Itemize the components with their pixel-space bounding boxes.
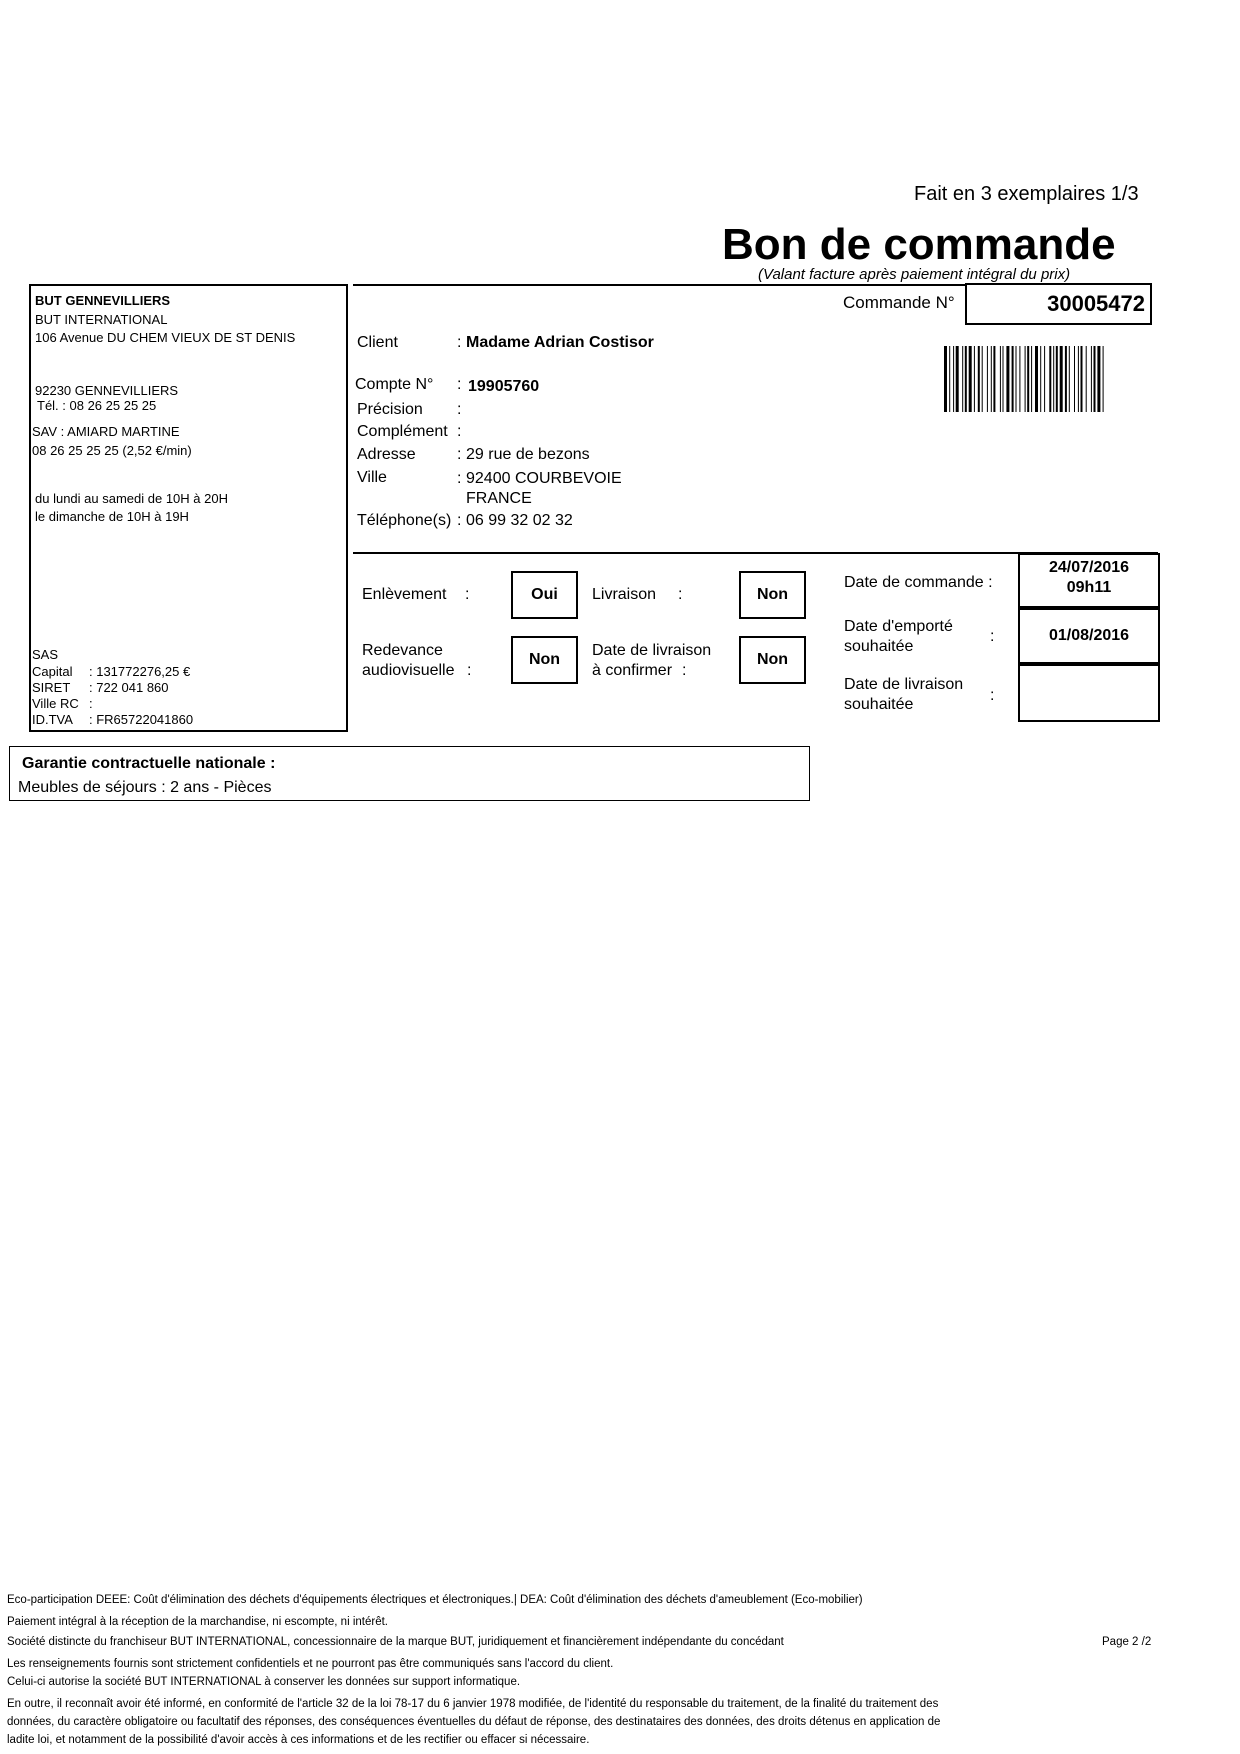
footer-law-2: données, du caractère obligatoire ou facultatif des réponses, des conséquences éventuelles du défaut de réponse, des destinataires des données, des droits détenus en application de <box>7 1716 941 1728</box>
delivery-colon: : <box>678 586 683 603</box>
pickup-colon: : <box>465 586 470 603</box>
precision-label: Précision <box>357 401 423 418</box>
confirm-label-2: à confirmer <box>592 662 673 679</box>
document-subtitle: (Valant facture après paiement intégral du prix) <box>758 266 1071 283</box>
order-date-label: Date de commande : <box>844 574 993 591</box>
store-company: BUT INTERNATIONAL <box>35 312 168 327</box>
delivery-value: Non <box>739 571 806 619</box>
address-colon: : <box>457 446 462 463</box>
siret-label: SIRET <box>32 680 71 695</box>
tva-value: : FR65722041860 <box>89 712 194 727</box>
barcode <box>944 346 1149 412</box>
client-top-rule <box>353 284 967 286</box>
rc-value: : <box>89 696 93 711</box>
phone-value: 06 99 32 02 32 <box>466 512 573 529</box>
delivery-date-colon: : <box>990 687 995 704</box>
tva-label: ID.TVA <box>32 712 73 727</box>
account-colon: : <box>457 376 462 393</box>
delivery-date-label-2: souhaitée <box>844 696 914 713</box>
footer-privacy-2: Celui-ci autorise la société BUT INTERNATIONAL à conserver les données sur support informatique. <box>7 1676 521 1688</box>
footer-law-1: En outre, il reconnaît avoir été informé, en conformité de l'article 32 de la loi 78-17 du 6 janvier 1978 modifiée, de l'identité du responsable du traitement, de la finalité du traitement des <box>7 1698 939 1710</box>
pickup-date-label-2: souhaitée <box>844 638 914 655</box>
footer-law-3: ladite loi, et notamment de la possibilité d'avoir accès à ces informations et de les rectifier ou effacer si nécessaire. <box>7 1734 590 1746</box>
pickup-value: Oui <box>511 571 578 619</box>
order-number-value: 30005472 <box>1047 291 1145 316</box>
store-name: BUT GENNEVILLIERS <box>35 293 171 308</box>
confirm-colon: : <box>682 662 687 679</box>
warranty-text: Meubles de séjours : 2 ans - Pièces <box>18 779 272 796</box>
phone-label: Téléphone(s) <box>357 512 452 529</box>
address-label: Adresse <box>357 446 416 463</box>
city-colon: : <box>457 470 462 487</box>
capital-label: Capital <box>32 664 73 679</box>
delivery-date-label-1: Date de livraison <box>844 676 964 693</box>
order-date-value: 24/07/2016 <box>1048 559 1130 576</box>
hours-sunday: le dimanche de 10H à 19H <box>35 509 189 524</box>
document-title: Bon de commande <box>722 220 1116 269</box>
pickup-label: Enlèvement <box>362 586 447 603</box>
complement-label: Complément <box>357 423 448 440</box>
capital-value: : 131772276,25 € <box>89 664 191 679</box>
complement-colon: : <box>457 423 462 440</box>
footer-privacy-1: Les renseignements fournis sont strictement confidentiels et ne pourront pas être communiqués sans l'accord du client. <box>7 1658 614 1670</box>
client-label: Client <box>357 334 398 351</box>
city-value: 92400 COURBEVOIE <box>466 470 622 487</box>
siret-value: : 722 041 860 <box>89 680 169 695</box>
tv-license-value: Non <box>511 636 578 684</box>
store-street: 106 Avenue DU CHEM VIEUX DE ST DENIS <box>35 330 296 345</box>
page-number: Page 2 /2 <box>1102 1636 1152 1648</box>
tv-license-label-1: Redevance <box>362 642 443 659</box>
hours-week: du lundi au samedi de 10H à 20H <box>35 491 228 506</box>
phone-colon: : <box>457 512 462 529</box>
footer-franchise: Société distincte du franchiseur BUT INTERNATIONAL, concessionnaire de la marque BUT, juridiquement et financièrement indépendante du concédant <box>7 1636 784 1648</box>
tv-license-colon: : <box>467 662 472 679</box>
city-label: Ville <box>357 469 387 486</box>
confirm-label-1: Date de livraison <box>592 642 712 659</box>
account-number: 19905760 <box>468 378 540 395</box>
store-tel: Tél. : 08 26 25 25 25 <box>37 398 157 413</box>
delivery-date-box <box>1018 664 1160 722</box>
tv-license-label-2: audiovisuelle <box>362 662 455 679</box>
footer-payment: Paiement intégral à la réception de la marchandise, ni escompte, ni intérêt. <box>7 1616 388 1628</box>
sav-contact: SAV : AMIARD MARTINE <box>32 424 180 439</box>
precision-colon: : <box>457 401 462 418</box>
pickup-date-colon: : <box>990 628 995 645</box>
copies-note: Fait en 3 exemplaires 1/3 <box>914 183 1139 205</box>
sav-phone: 08 26 25 25 25 (2,52 €/min) <box>32 443 192 458</box>
pickup-date-label-1: Date d'emporté <box>844 618 953 635</box>
address-value: 29 rue de bezons <box>466 446 590 463</box>
order-number-label: Commande N° <box>843 293 955 312</box>
warranty-title: Garantie contractuelle nationale : <box>22 755 276 772</box>
client-name: Madame Adrian Costisor <box>466 334 654 351</box>
confirm-value: Non <box>739 636 806 684</box>
rc-label: Ville RC <box>32 696 79 711</box>
store-city: 92230 GENNEVILLIERS <box>35 383 179 398</box>
footer-eco: Eco-participation DEEE: Coût d'élimination des déchets d'équipements électriques et électroniques.| DEA: Coût d'élimination des déchets d'ameublement (Eco-mobilier) <box>7 1594 863 1606</box>
pickup-date-value: 01/08/2016 <box>1048 627 1130 644</box>
order-time-value: 09h11 <box>1066 579 1112 596</box>
delivery-label: Livraison <box>592 586 657 603</box>
legal-form: SAS <box>32 647 59 662</box>
client-colon: : <box>457 334 462 351</box>
country-value: FRANCE <box>466 490 532 507</box>
account-label: Compte N° <box>355 376 434 393</box>
